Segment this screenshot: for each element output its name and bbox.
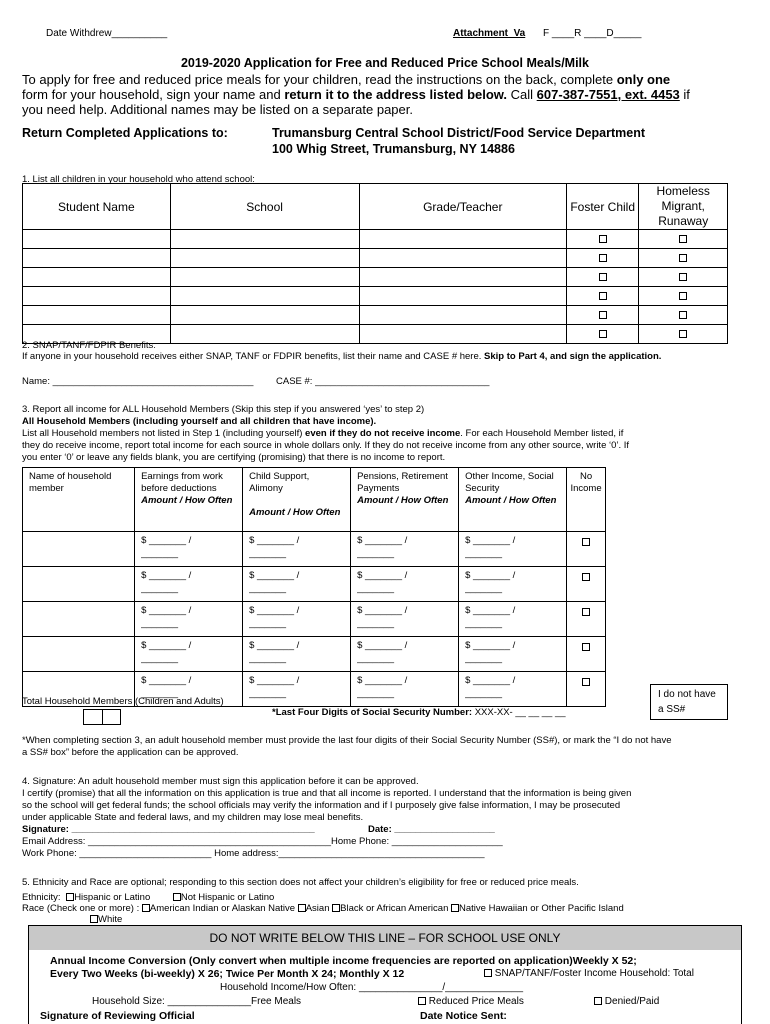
return-address-2: 100 Whig Street, Trumansburg, NY 14886	[272, 142, 515, 156]
snap-household-checkbox[interactable]	[484, 969, 492, 977]
table-row: $ _______ / _______ $ _______ / _______ $ _______ / _______ $ _______ / _______	[23, 672, 606, 707]
table-row: $ _______ / _______ $ _______ / _______ $ _______ / _______ $ _______ / _______	[23, 532, 606, 567]
asian-checkbox[interactable]	[298, 904, 306, 912]
race-row-white: White	[90, 914, 122, 925]
black-checkbox[interactable]	[332, 904, 340, 912]
table-row	[23, 249, 728, 268]
step4-line-3: under applicable State and federal laws, and my children may lose meal benefits.	[22, 812, 364, 823]
race-row: Race (Check one or more) : American Indian or Alaskan Native Asian Black or African American Native Hawaiian or Other Pacific Island	[22, 903, 624, 914]
col-household-member: Name of household member	[23, 468, 135, 532]
snap-name-field[interactable]: Name: ______________________________________	[22, 376, 254, 387]
col-other-income: Other Income, Social Security Amount / How Often	[459, 468, 567, 532]
denied-checkbox[interactable]	[594, 997, 602, 1005]
date-field[interactable]: Date: ___________________	[368, 824, 495, 835]
table-row	[23, 268, 728, 287]
household-size-field[interactable]: Household Size: _______________Free Meals	[92, 996, 302, 1007]
foster-checkbox[interactable]	[599, 311, 607, 319]
ssn-field[interactable]: *Last Four Digits of Social Security Number: XXX-XX- __ __ __ __	[272, 707, 566, 718]
income-conversion-line-1: Annual Income Conversion (Only convert when multiple income frequencies are reported on application)Weekly X 52;	[50, 955, 637, 967]
snap-case-field[interactable]: CASE #: _________________________________	[276, 376, 490, 387]
office-use-banner: DO NOT WRITE BELOW THIS LINE – FOR SCHOOL USE ONLY	[29, 926, 741, 950]
foster-checkbox[interactable]	[599, 292, 607, 300]
table-row	[23, 230, 728, 249]
date-withdrew: Date Withdrew__________	[46, 28, 168, 39]
col-student-name: Student Name	[23, 184, 171, 230]
foster-checkbox[interactable]	[599, 235, 607, 243]
work-phone-address-fields[interactable]: Work Phone: _________________________ Home address:_______________________________________	[22, 848, 485, 859]
return-address-1: Trumansburg Central School District/Food Service Department	[272, 126, 645, 140]
col-no-income: No Income	[567, 468, 606, 532]
attachment-label: Attachment_Va	[453, 28, 526, 39]
step4-line-2: so the school will get federal funds; the school officials may verify the information and if I purposely give false information, I may be prosecuted	[22, 800, 621, 811]
ethnicity-row: Ethnicity: Hispanic or Latino Not Hispanic or Latino	[22, 892, 275, 903]
step3-bold-line: All Household Members (including yourself and all children that have income).	[22, 416, 377, 427]
foster-checkbox[interactable]	[599, 273, 607, 281]
table-row	[23, 306, 728, 325]
table-row: $ _______ / _______ $ _______ / _______ $ _______ / _______ $ _______ / _______	[23, 602, 606, 637]
table-row: $ _______ / _______ $ _______ / _______ $ _______ / _______ $ _______ / _______	[23, 567, 606, 602]
not-hispanic-checkbox[interactable]	[173, 893, 181, 901]
col-school: School	[170, 184, 359, 230]
step2-text: If anyone in your household receives either SNAP, TANF or FDPIR benefits, list their name and CASE # here. Skip to Part 4, and sign the application.	[22, 351, 662, 362]
reduced-option: Reduced Price Meals	[418, 996, 524, 1007]
no-income-checkbox[interactable]	[582, 643, 590, 651]
col-child-support: Child Support, Alimony Amount / How Often	[243, 468, 351, 532]
homeless-checkbox[interactable]	[679, 235, 687, 243]
total-household-label: Total Household Members (Children and Adults)	[22, 696, 224, 707]
homeless-checkbox[interactable]	[679, 330, 687, 338]
col-homeless: Homeless Migrant, Runaway	[639, 184, 728, 230]
return-label: Return Completed Applications to:	[22, 126, 228, 140]
step3-line-3: you enter ‘0’ or leave any fields blank, you are certifying (promising) that there is no income to report.	[22, 452, 446, 463]
homeless-checkbox[interactable]	[679, 311, 687, 319]
intro-line-2: form for your household, sign your name and return it to the address listed below. Call 607-387-7551, ext. 4453 if	[22, 87, 690, 102]
no-income-checkbox[interactable]	[582, 678, 590, 686]
hispanic-checkbox[interactable]	[66, 893, 74, 901]
reviewing-official-signature: Signature of Reviewing Official	[40, 1010, 195, 1022]
no-income-checkbox[interactable]	[582, 608, 590, 616]
pacific-islander-checkbox[interactable]	[451, 904, 459, 912]
step4-line-1: I certify (promise) that all the information on this application is true and that all income is reported. I understand that the information is being given	[22, 788, 632, 799]
table-row	[23, 287, 728, 306]
step5-title: 5. Ethnicity and Race are optional; responding to this section does not affect your children’s eligibility for free or reduced price meals.	[22, 877, 579, 888]
snap-household-option: SNAP/TANF/Foster Income Household: Total	[484, 968, 694, 979]
homeless-checkbox[interactable]	[679, 292, 687, 300]
homeless-checkbox[interactable]	[679, 273, 687, 281]
no-income-checkbox[interactable]	[582, 538, 590, 546]
american-indian-checkbox[interactable]	[142, 904, 150, 912]
step3-line-2: they do receive income, report total income for each source in whole dollars only. If they do not receive income from any other source, write ‘0’. If	[22, 440, 630, 451]
table-row: $ _______ / _______ $ _______ / _______ $ _______ / _______ $ _______ / _______	[23, 637, 606, 672]
white-checkbox[interactable]	[90, 915, 98, 923]
intro-line-3: you need help. Additional names may be listed on a separate paper.	[22, 102, 413, 117]
step2-title: 2. SNAP/TANF/FDPIR Benefits:	[22, 340, 156, 351]
ssn-note: *When completing section 3, an adult household member must provide the last four digits of their Social Security Number (SS#), or mark the “I do not have a SS# box” before the application can be approved.	[22, 735, 672, 758]
children-table	[22, 183, 728, 344]
col-pensions: Pensions, Retirement Payments Amount / How Often	[351, 468, 459, 532]
no-income-checkbox[interactable]	[582, 573, 590, 581]
step1-label: 1. List all children in your household who attend school:	[22, 174, 255, 185]
step3-title: 3. Report all income for ALL Household Members (Skip this step if you answered ‘yes’ to step 2)	[22, 404, 425, 415]
foster-checkbox[interactable]	[599, 330, 607, 338]
col-foster-child: Foster Child	[566, 184, 639, 230]
step4-title: 4. Signature: An adult household member must sign this application before it can be approved.	[22, 776, 419, 787]
reduced-checkbox[interactable]	[418, 997, 426, 1005]
total-household-field[interactable]	[83, 709, 121, 725]
denied-option: Denied/Paid	[594, 996, 659, 1007]
foster-checkbox[interactable]	[599, 254, 607, 262]
intro-line-1: To apply for free and reduced price meals for your children, read the instructions on the back, complete only one	[22, 72, 671, 87]
frd-codes: F ____R ____D_____	[543, 28, 642, 39]
email-home-phone-fields[interactable]: Email Address: ______________________________________________Home Phone: _____________________	[22, 836, 503, 847]
income-conversion-line-2: Every Two Weeks (bi-weekly) X 26; Twice Per Month X 24; Monthly X 12	[50, 968, 405, 980]
income-table	[22, 467, 606, 707]
col-grade-teacher: Grade/Teacher	[359, 184, 566, 230]
homeless-checkbox[interactable]	[679, 254, 687, 262]
signature-field[interactable]: Signature: ______________________________________________	[22, 824, 315, 835]
page-title: 2019-2020 Application for Free and Reduced Price School Meals/Milk	[180, 56, 589, 70]
no-ssn-box[interactable]: I do not have a SS#	[650, 684, 728, 720]
household-income-field[interactable]: Household Income/How Often: _______________/______________	[220, 982, 524, 993]
date-notice-sent: Date Notice Sent:	[420, 1010, 507, 1022]
col-earnings: Earnings from work before deductions Amount / How Often	[135, 468, 243, 532]
step3-line-1: List all Household members not listed in Step 1 (including yourself) even if they do not receive income. For each Household Member listed, if	[22, 428, 624, 439]
